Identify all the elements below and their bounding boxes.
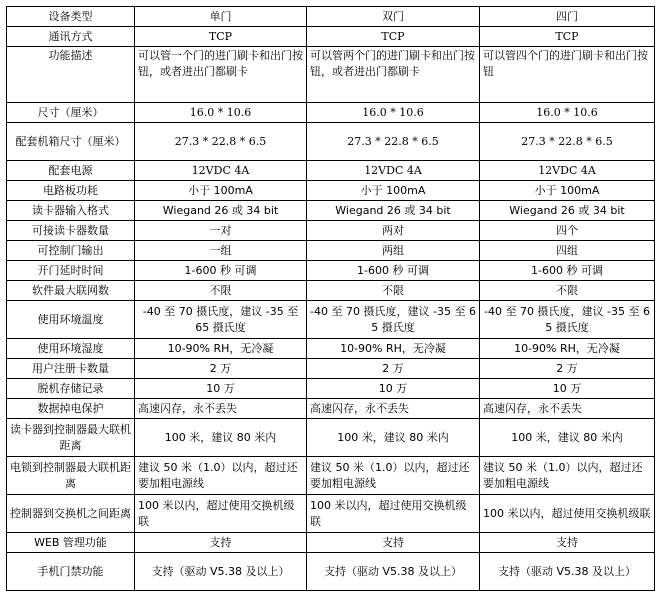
row-label: 脱机存储记录 (7, 379, 135, 399)
cell-double: 16.0 * 10.6 (307, 103, 480, 123)
row-label: 读卡器到控制器最大联机距离 (7, 419, 135, 457)
spec-comparison-table (6, 6, 655, 591)
cell-single: 1-600 秒 可调 (135, 261, 307, 281)
cell-single: 小于 100mA (135, 181, 307, 201)
cell-double: 100 米，建议 80 米内 (307, 419, 480, 457)
cell-single: TCP (135, 27, 307, 47)
cell-single: 一对 (135, 221, 307, 241)
table-row (7, 221, 655, 241)
cell-single: 2 万 (135, 359, 307, 379)
table-row (7, 419, 655, 457)
table-row (7, 241, 655, 261)
cell-double: 不限 (307, 281, 480, 301)
row-label: 读卡器输入格式 (7, 201, 135, 221)
row-label: 使用环境湿度 (7, 339, 135, 359)
cell-four: 10 万 (480, 379, 655, 399)
cell-double: 10 万 (307, 379, 480, 399)
table-row (7, 281, 655, 301)
cell-four: 支持（驱动 V5.38 及以上） (480, 553, 655, 591)
table-row (7, 359, 655, 379)
cell-four: 1-600 秒 可调 (480, 261, 655, 281)
cell-double: 建议 50 米（1.0）以内，超过还要加粗电源线 (307, 457, 480, 495)
row-label: 通讯方式 (7, 27, 135, 47)
cell-four: 不限 (480, 281, 655, 301)
cell-four: 建议 50 米（1.0）以内，超过还要加粗电源线 (480, 457, 655, 495)
cell-four: 2 万 (480, 359, 655, 379)
cell-single: 10-90% RH，无冷凝 (135, 339, 307, 359)
row-label: 软件最大联网数 (7, 281, 135, 301)
table-row (7, 301, 655, 339)
row-label: 用户注册卡数量 (7, 359, 135, 379)
cell-four: 100 米，建议 80 米内 (480, 419, 655, 457)
cell-single: 27.3 * 22.8 * 6.5 (135, 123, 307, 161)
cell-double: TCP (307, 27, 480, 47)
cell-double: 两对 (307, 221, 480, 241)
header-double-door: 双门 (307, 7, 480, 27)
table-row (7, 339, 655, 359)
row-label: 手机门禁功能 (7, 553, 135, 591)
row-label: 数据掉电保护 (7, 399, 135, 419)
row-label: 功能描述 (7, 47, 135, 103)
cell-single: 不限 (135, 281, 307, 301)
cell-double: 可以管两个门的进门刷卡和出门按钮，或者进出门都刷卡 (307, 47, 480, 103)
cell-double: 2 万 (307, 359, 480, 379)
table-row (7, 181, 655, 201)
row-label: 开门延时时间 (7, 261, 135, 281)
row-label: 电锁到控制器最大联机距离 (7, 457, 135, 495)
cell-four: 100 米以内，超过使用交换机级联 (480, 495, 655, 533)
cell-double: 支持（驱动 V5.38 及以上） (307, 553, 480, 591)
table-row (7, 201, 655, 221)
row-label: 尺寸（厘米） (7, 103, 135, 123)
row-label: 可控制门输出 (7, 241, 135, 261)
cell-double: 两组 (307, 241, 480, 261)
table-row (7, 533, 655, 553)
cell-four: 可以管四个门的进门刷卡和出门按钮 (480, 47, 655, 103)
header-single-door: 单门 (135, 7, 307, 27)
cell-single: 16.0 * 10.6 (135, 103, 307, 123)
cell-four: 四组 (480, 241, 655, 261)
cell-double: 支持 (307, 533, 480, 553)
row-label: 配套机箱尺寸（厘米） (7, 123, 135, 161)
cell-four: 16.0 * 10.6 (480, 103, 655, 123)
row-label: 控制器到交换机之间距离 (7, 495, 135, 533)
cell-single: 可以管一个门的进门刷卡和出门按钮，或者进出门都刷卡 (135, 47, 307, 103)
cell-four: 12VDC 4A (480, 161, 655, 181)
table-row (7, 103, 655, 123)
cell-four: Wiegand 26 或 34 bit (480, 201, 655, 221)
table-row (7, 399, 655, 419)
cell-double: Wiegand 26 或 34 bit (307, 201, 480, 221)
row-label: 可接读卡器数量 (7, 221, 135, 241)
table-row (7, 261, 655, 281)
table-row (7, 27, 655, 47)
row-label: WEB 管理功能 (7, 533, 135, 553)
table-header-row (7, 7, 655, 27)
cell-four: 四个 (480, 221, 655, 241)
cell-double: 高速闪存，永不丢失 (307, 399, 480, 419)
cell-single: 10 万 (135, 379, 307, 399)
cell-single: 100 米以内，超过使用交换机级联 (135, 495, 307, 533)
cell-double: 27.3 * 22.8 * 6.5 (307, 123, 480, 161)
cell-four: -40 至 70 摄氏度，建议 -35 至 65 摄氏度 (480, 301, 655, 339)
cell-double: 10-90% RH，无冷凝 (307, 339, 480, 359)
cell-four: 高速闪存，永不丢失 (480, 399, 655, 419)
row-label: 使用环境温度 (7, 301, 135, 339)
cell-double: 小于 100mA (307, 181, 480, 201)
cell-four: 27.3 * 22.8 * 6.5 (480, 123, 655, 161)
table-row (7, 47, 655, 103)
cell-single: 12VDC 4A (135, 161, 307, 181)
cell-four: TCP (480, 27, 655, 47)
cell-single: 支持 (135, 533, 307, 553)
table-row (7, 495, 655, 533)
cell-double: 100 米以内，超过使用交换机级联 (307, 495, 480, 533)
table-row (7, 161, 655, 181)
row-label: 配套电源 (7, 161, 135, 181)
cell-single: Wiegand 26 或 34 bit (135, 201, 307, 221)
cell-single: -40 至 70 摄氏度，建议 -35 至 65 摄氏度 (135, 301, 307, 339)
cell-double: -40 至 70 摄氏度，建议 -35 至 65 摄氏度 (307, 301, 480, 339)
cell-four: 小于 100mA (480, 181, 655, 201)
row-label: 电路板功耗 (7, 181, 135, 201)
header-device-type: 设备类型 (7, 7, 135, 27)
table-row (7, 379, 655, 399)
cell-four: 支持 (480, 533, 655, 553)
cell-single: 一组 (135, 241, 307, 261)
header-four-door: 四门 (480, 7, 655, 27)
cell-single: 高速闪存，永不丢失 (135, 399, 307, 419)
cell-four: 10-90% RH，无冷凝 (480, 339, 655, 359)
cell-single: 建议 50 米（1.0）以内，超过还要加粗电源线 (135, 457, 307, 495)
cell-double: 12VDC 4A (307, 161, 480, 181)
cell-double: 1-600 秒 可调 (307, 261, 480, 281)
table-row (7, 123, 655, 161)
cell-single: 100 米，建议 80 米内 (135, 419, 307, 457)
table-row (7, 553, 655, 591)
table-row (7, 457, 655, 495)
cell-single: 支持（驱动 V5.38 及以上） (135, 553, 307, 591)
